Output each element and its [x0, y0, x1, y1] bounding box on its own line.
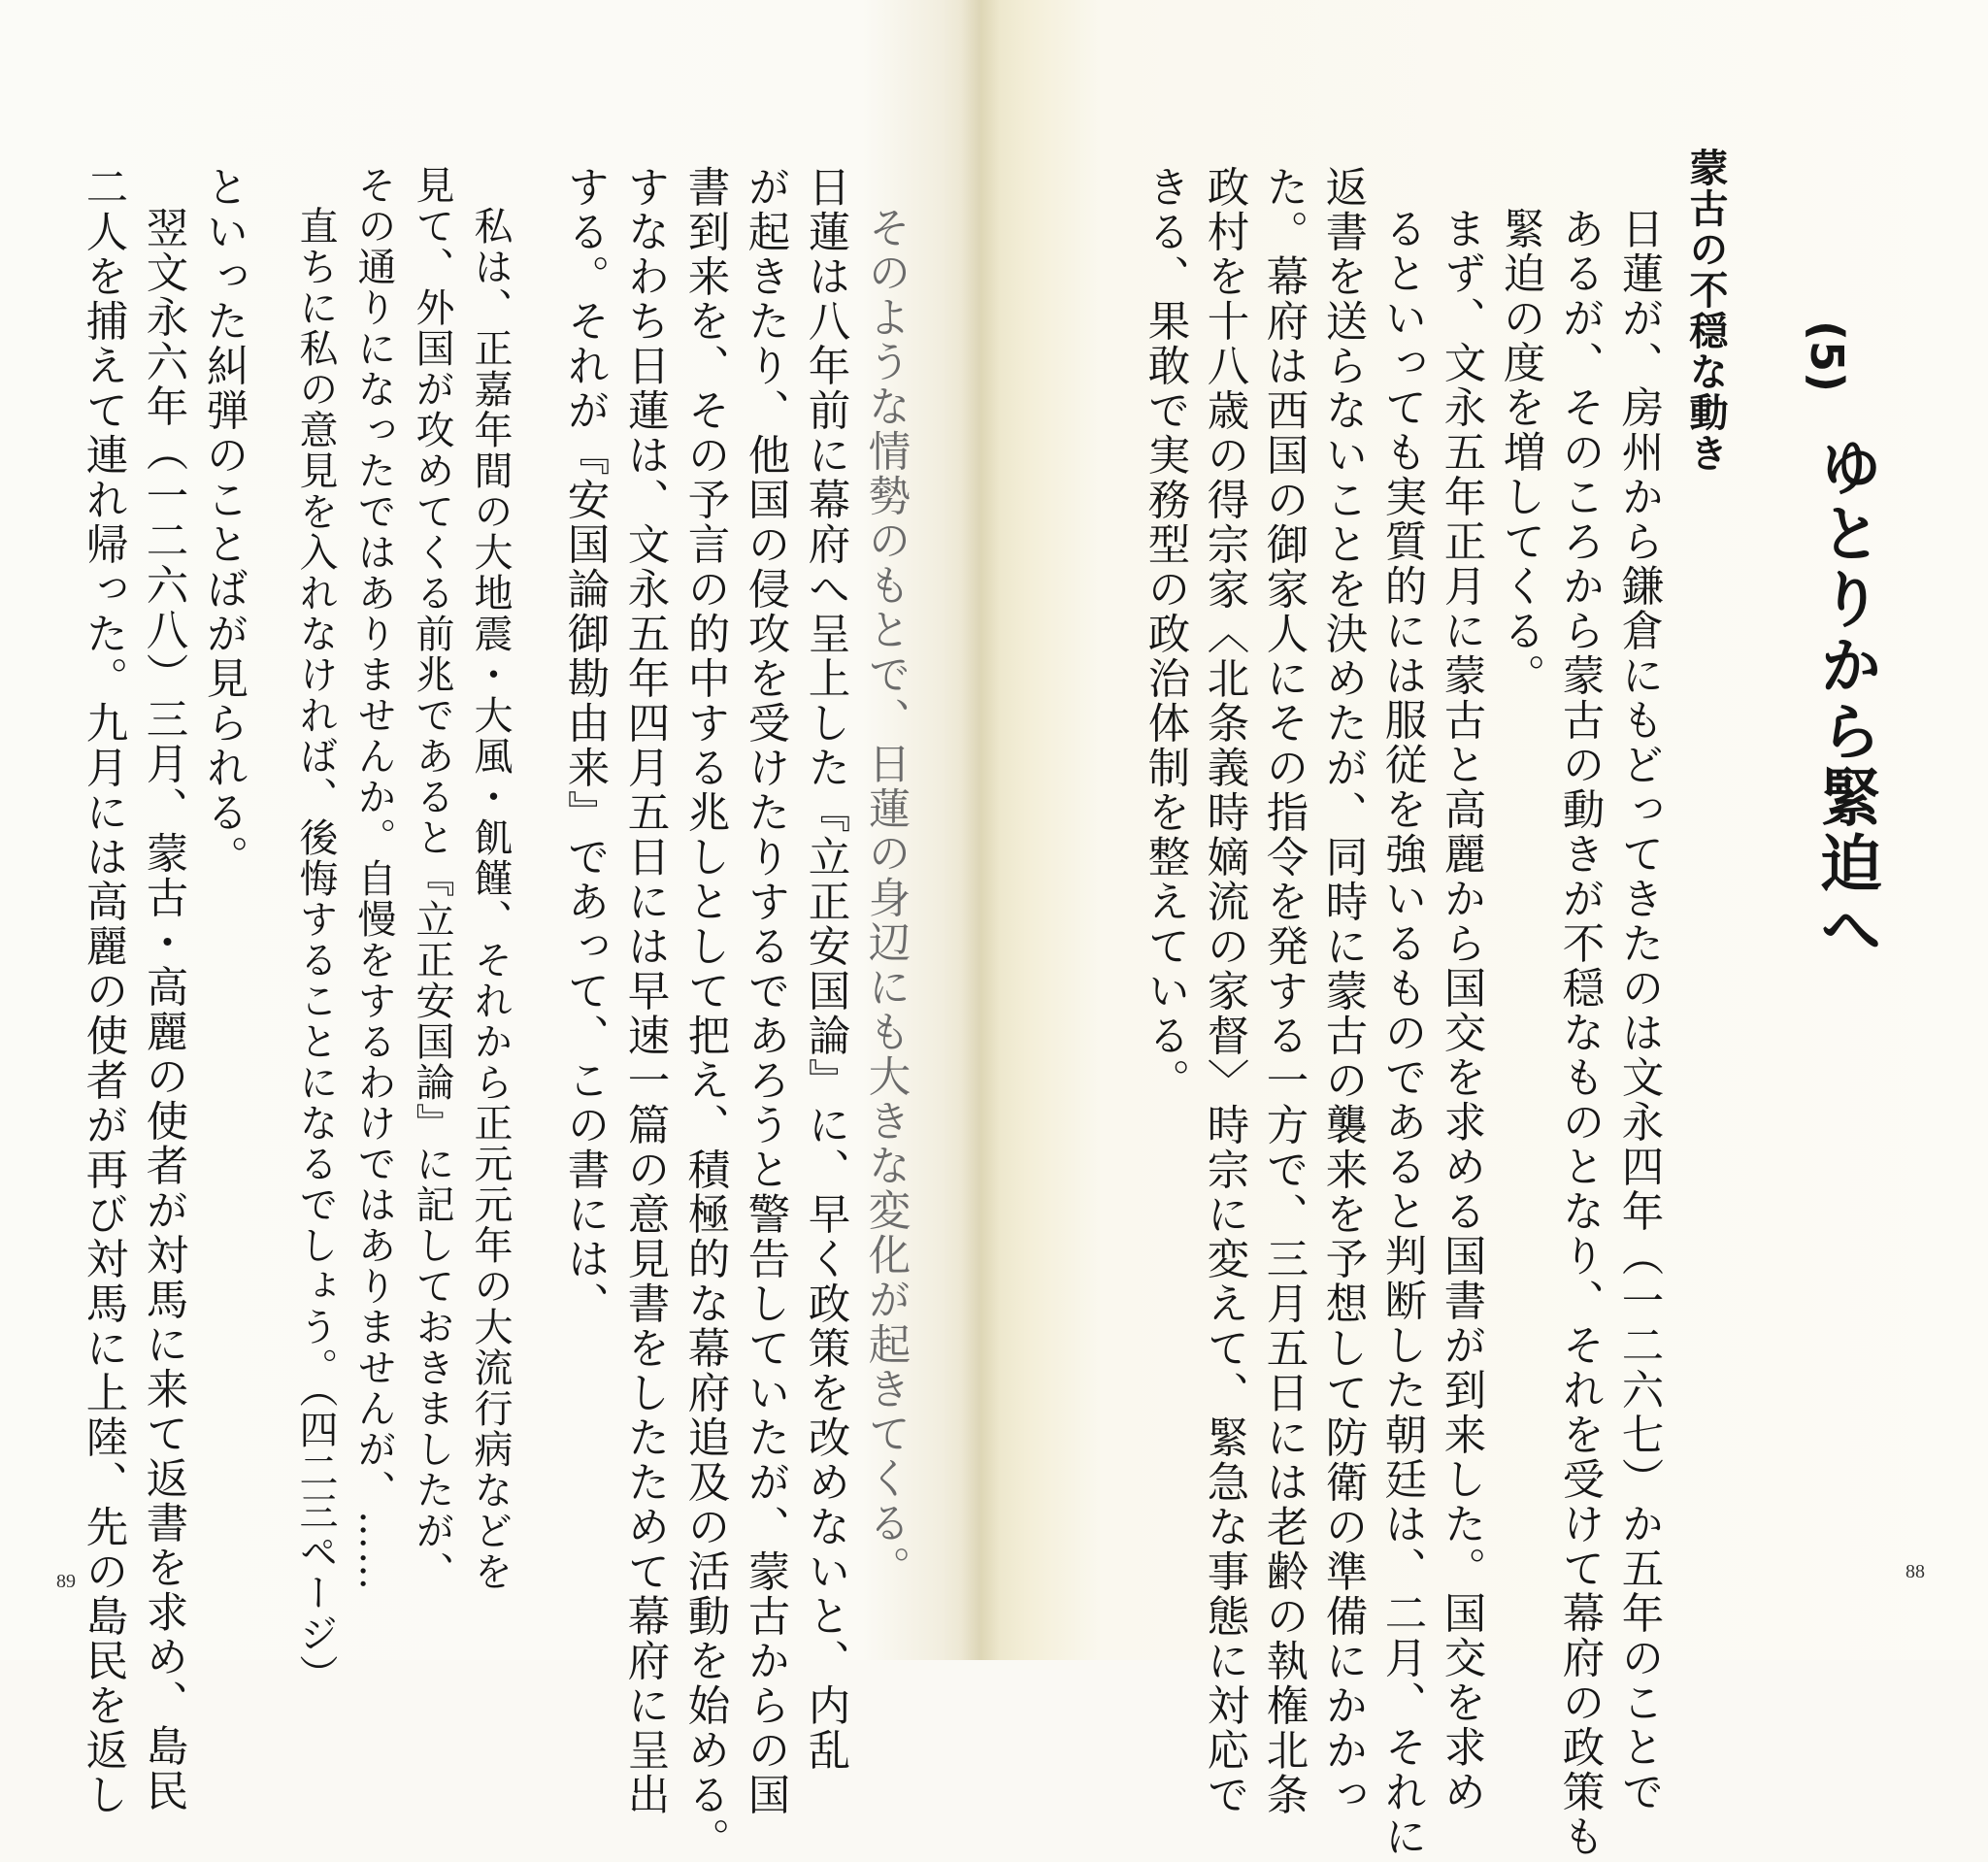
- chapter-number: (5): [1801, 320, 1853, 393]
- page-number-88: 88: [1905, 1561, 1925, 1582]
- text-column: まず、文永五年正月に蒙古と高麗から国交を求める国書が到来した。国交を求め: [1437, 207, 1486, 1814]
- text-column: すなわち日蓮は、文永五年四月五日には早速一篇の意見書をしたためて幕府に呈出: [620, 165, 670, 1817]
- text-column: きる、果敢で実務型の政治体制を整えている。: [1141, 165, 1190, 1103]
- text-column: 返書を送らないことを決めたが、同時に蒙古の襲来を予想して防衛の準備にかかっ: [1318, 165, 1368, 1817]
- text-column: そのような情勢のもとで、日蓮の身辺にも大きな変化が起きてくる。: [861, 206, 911, 1590]
- text-column: する。それが『安国論御勘由来』であって、この書には、: [560, 165, 610, 1326]
- quote-column: 見て、外国が攻めてくる前兆であると『立正安国論』に記しておきましたが、: [410, 165, 454, 1592]
- text-column: 緊迫の度を増してくる。: [1496, 207, 1545, 698]
- text-column: た。幕府は西国の御家人にその指令を発する一方で、三月五日には老齢の執権北条: [1259, 165, 1309, 1817]
- text-column: 政村を十八歳の得宗家〈北条義時嫡流の家督〉時宗に変えて、緊急な事態に対応で: [1200, 165, 1249, 1817]
- chapter-title: ゆとりから緊迫へ: [1809, 435, 1881, 963]
- section-heading: 蒙古の不穏な動き: [1683, 148, 1728, 474]
- quote-column: その通りになったではありませんか。自慢をするわけではありませんが、……: [351, 165, 396, 1592]
- book-gutter: [961, 0, 1000, 1660]
- page-number-89: 89: [56, 1571, 76, 1592]
- text-column: あるが、そのころから蒙古の動きが不穏なものとなり、それを受けて幕府の政策も: [1555, 207, 1605, 1859]
- text-column: るといっても実質的には服従を強いるものであると判断した朝廷は、二月、それに: [1377, 207, 1427, 1859]
- text-column: といった糾弾のことばが見られる。: [199, 165, 248, 880]
- text-column: 日蓮は八年前に幕府へ呈上した『立正安国論』に、早く政策を改めないと、内乱: [801, 165, 850, 1773]
- quote-column: 直ちに私の意見を入れなければ、後悔することになるでしょう。（四二三ページ）: [293, 206, 338, 1695]
- text-column: 書到来を、その予言の的中する兆しとして把え、積極的な幕府追及の活動を始める。: [680, 165, 730, 1862]
- text-column: 日蓮が、房州から鎌倉にもどってきたのは文永四年（一二六七）か五年のことで: [1614, 207, 1664, 1814]
- quote-column: 私は、正嘉年間の大地震・大風・飢饉、それから正元元年の大流行病などを: [468, 206, 513, 1592]
- text-column: 二人を捕えて連れ帰った。九月には高麗の使者が再び対馬に上陸、先の島民を返し: [79, 165, 128, 1817]
- text-column: 翌文永六年（一二六八）三月、蒙古・高麗の使者が対馬に来て返書を求め、島民: [139, 206, 188, 1813]
- show-through-text: [1074, 961, 1129, 1003]
- text-column: が起きたり、他国の侵攻を受けたりするであろうと警告していたが、蒙古からの国: [741, 165, 790, 1817]
